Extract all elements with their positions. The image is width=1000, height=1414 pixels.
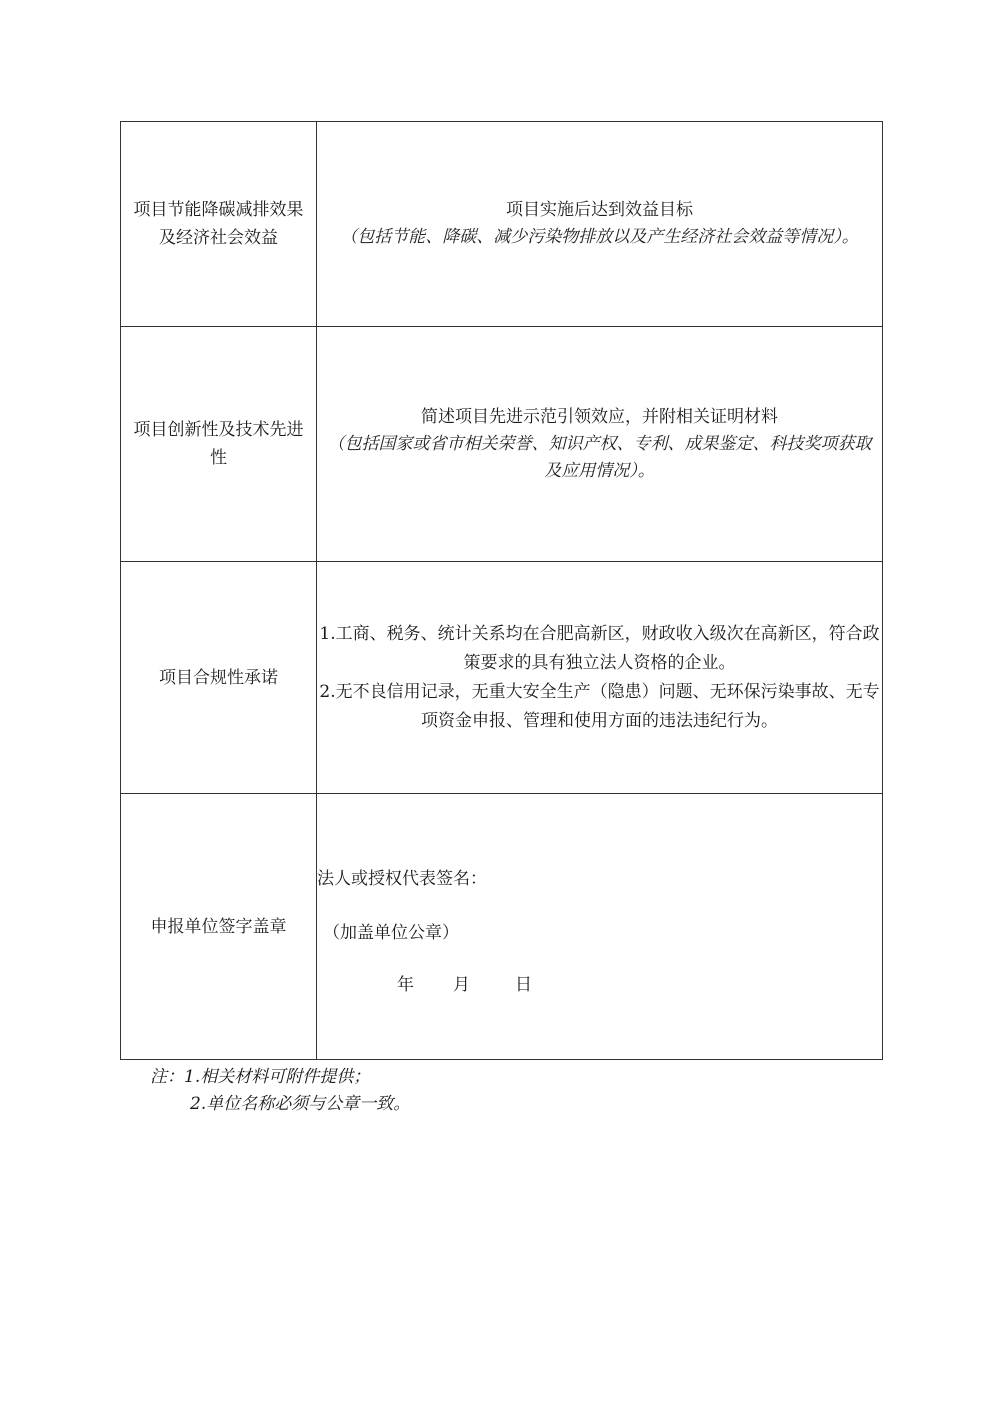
innovation-content-hint: （包括国家或省市相关荣誉、知识产权、专利、成果鉴定、科技奖项获取及应用情况）。 [327, 433, 872, 481]
table-row-innovation [121, 327, 883, 562]
effect-content-hint: （包括节能、降碳、减少污染物排放以及产生经济社会效益等情况）。 [340, 227, 859, 247]
innovation-label: 项目创新性及技术先进性 [121, 327, 317, 562]
application-form-table [120, 121, 883, 1060]
effect-content [317, 122, 883, 327]
innovation-content [317, 327, 883, 562]
table-row-compliance [121, 562, 883, 794]
compliance-item-2: 2.无不良信用记录，无重大安全生产（隐患）问题、无环保污染事故、无专项资金申报、管理和使用方面的违法违纪行为。 [319, 681, 880, 731]
date-day-label: 日 [515, 975, 532, 995]
compliance-label: 项目合规性承诺 [121, 562, 317, 794]
signature-date [397, 970, 532, 995]
effect-label: 项目节能降碳减排效果及经济社会效益 [121, 122, 317, 327]
representative-signature-line: 法人或授权代表签名： [317, 869, 487, 889]
compliance-content [317, 562, 883, 794]
date-month-label: 月 [453, 975, 470, 995]
footnotes [150, 1064, 410, 1118]
table-row-signature [121, 794, 883, 1060]
effect-content-main: 项目实施后达到效益目标 [506, 200, 693, 220]
innovation-content-main: 简述项目先进示范引领效应，并附相关证明材料 [421, 406, 778, 427]
official-seal-line: （加盖单位公章） [323, 923, 459, 943]
signature-label: 申报单位签字盖章 [121, 794, 317, 1060]
date-year-label: 年 [397, 975, 414, 995]
table-row-effect [121, 122, 883, 327]
footnote-2: 2.单位名称必须与公章一致。 [190, 1094, 411, 1114]
compliance-item-1: 1.工商、税务、统计关系均在合肥高新区，财政收入级次在高新区，符合政策要求的具有独立法人资格的企业。 [319, 623, 880, 673]
signature-content [317, 794, 883, 1060]
footnote-1: 注：1.相关材料可附件提供； [150, 1067, 371, 1087]
